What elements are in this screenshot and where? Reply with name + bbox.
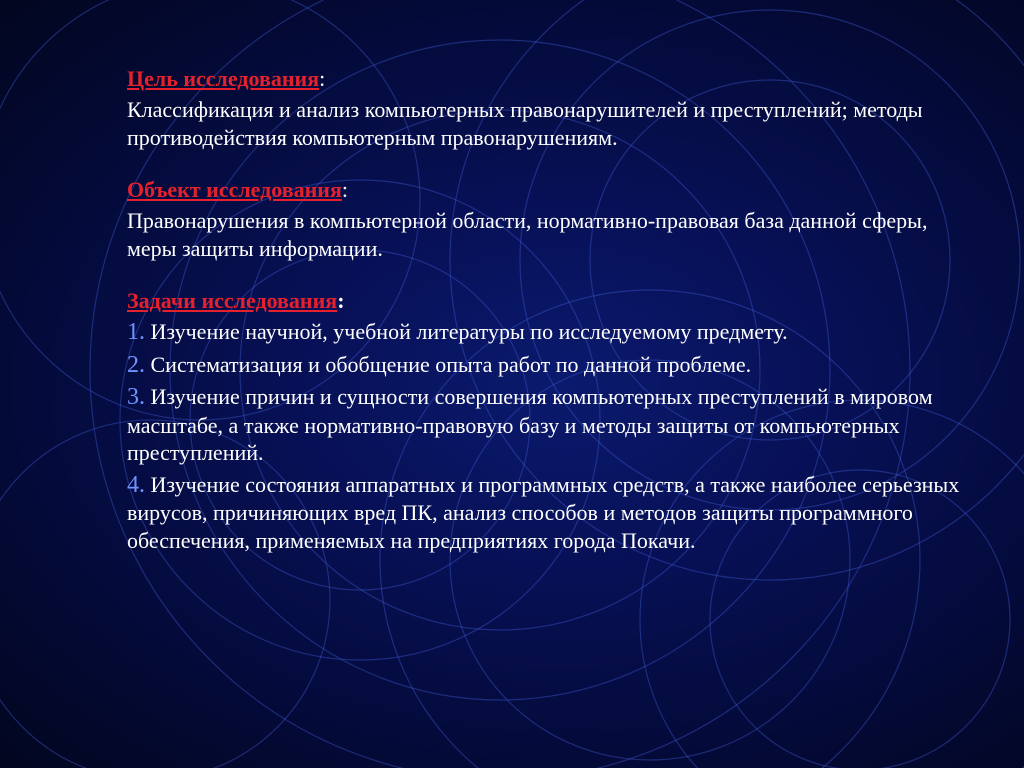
task-text-2: Систематизация и обобщение опыта работ по данной проблеме. (150, 351, 752, 377)
object-heading-line (127, 177, 967, 203)
tasks-heading: Задачи исследования (127, 288, 338, 313)
task-item-1 (127, 318, 967, 347)
task-number-2: 2. (127, 351, 145, 378)
object-colon: : (341, 177, 349, 202)
tasks-colon: : (337, 288, 345, 313)
tasks-heading-line (127, 288, 967, 314)
task-item-3 (127, 383, 967, 467)
task-text-4: Изучение состояния аппаратных и программных средств, а также наиболее серьезных вирусов, причиняющих вред ПК, анализ способов и методов защиты программного обеспечения, применяемых на предприятиях города Покачи. (127, 471, 960, 553)
slide-content (127, 66, 967, 554)
task-text-3: Изучение причин и сущности совершения компьютерных преступлений в мировом масштабе, а также нормативно-правовую базу и методы защиты от компьютерных преступлений. (127, 384, 933, 465)
object-text: Правонарушения в компьютерной области, нормативно-правовая база данной сферы, меры защиты информации. (127, 208, 928, 261)
task-number-4: 4. (127, 471, 145, 498)
object-heading: Объект исследования (127, 177, 342, 202)
goal-colon: : (319, 66, 326, 91)
task-text-1: Изучение научной, учебной литературы по исследуемому предмету. (150, 319, 788, 344)
task-item-4 (127, 471, 967, 555)
goal-heading: Цель исследования (127, 66, 320, 91)
goal-text: Классификация и анализ компьютерных правонарушителей и преступлений; методы противодействия компьютерным правонарушениям. (127, 97, 923, 150)
task-item-2 (127, 351, 967, 380)
task-number-3: 3. (127, 384, 145, 410)
goal-heading-line (127, 66, 967, 92)
task-number-1: 1. (127, 319, 145, 345)
